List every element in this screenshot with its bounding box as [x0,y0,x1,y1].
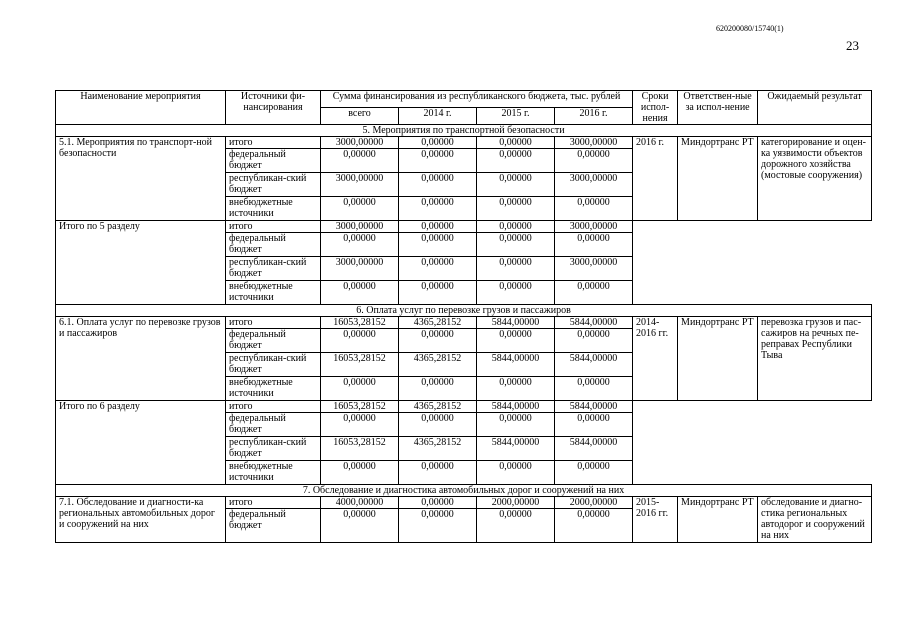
responsible-cell: Миндортранс РТ [678,317,758,401]
value-cell: 16053,28152 [321,401,399,413]
source-label: республикан-ский бюджет [226,353,321,377]
value-cell: 0,00000 [555,233,633,257]
value-cell: 3000,00000 [555,221,633,233]
value-cell: 5844,00000 [477,317,555,329]
value-cell: 0,00000 [399,173,477,197]
source-label: республикан-ский бюджет [226,173,321,197]
value-cell: 2000,00000 [477,497,555,509]
value-cell: 0,00000 [321,509,399,543]
source-label: республикан-ский бюджет [226,437,321,461]
source-label: внебюджетные источники [226,377,321,401]
value-cell: 5844,00000 [477,401,555,413]
value-cell: 0,00000 [477,149,555,173]
measure-name: 6.1. Оплата услуг по перевозке грузов и пассажиров [56,317,226,401]
result-cell: обследование и диагно-стика региональных автодорог и сооружений на них [758,497,872,543]
header-responsible: Ответствен-ные за испол-нение [678,91,758,125]
source-label: федеральный бюджет [226,233,321,257]
value-cell: 0,00000 [477,377,555,401]
value-cell: 5844,00000 [477,437,555,461]
value-cell: 3000,00000 [555,137,633,149]
value-cell: 0,00000 [399,221,477,233]
value-cell: 0,00000 [321,197,399,221]
result-cell: перевозка грузов и пас-сажиров на речных пе-реправах Республики Тыва [758,317,872,401]
value-cell: 0,00000 [555,329,633,353]
value-cell: 0,00000 [477,281,555,305]
value-cell: 0,00000 [399,233,477,257]
header-total: всего [321,108,399,125]
value-cell: 0,00000 [555,509,633,543]
header-terms: Сроки испол-нения [633,91,678,125]
value-cell: 0,00000 [321,461,399,485]
value-cell: 0,00000 [321,281,399,305]
value-cell: 0,00000 [477,173,555,197]
value-cell: 0,00000 [555,461,633,485]
value-cell: 3000,00000 [555,173,633,197]
result-cell: категорирование и оцен-ка уязвимости объектов дорожного хозяйства (мостовые сооружения) [758,137,872,221]
blank-area [633,401,872,485]
financing-table [55,90,872,543]
term-cell: 2014-2016 гг. [633,317,678,401]
value-cell: 5844,00000 [477,353,555,377]
value-cell: 16053,28152 [321,317,399,329]
value-cell: 5844,00000 [555,437,633,461]
header-2016: 2016 г. [555,108,633,125]
value-cell: 5844,00000 [555,353,633,377]
value-cell: 5844,00000 [555,317,633,329]
value-cell: 3000,00000 [321,221,399,233]
term-cell: 2016 г. [633,137,678,221]
section-title: 7. Обследование и диагностика автомобильных дорог и сооружений на них [56,485,872,497]
term-cell: 2015-2016 гг. [633,497,678,543]
value-cell: 0,00000 [321,329,399,353]
value-cell: 0,00000 [399,149,477,173]
value-cell: 0,00000 [555,149,633,173]
value-cell: 0,00000 [399,377,477,401]
value-cell: 0,00000 [399,329,477,353]
source-label: итого [226,221,321,233]
source-label: федеральный бюджет [226,329,321,353]
source-label: внебюджетные источники [226,281,321,305]
value-cell: 0,00000 [477,233,555,257]
value-cell: 4365,28152 [399,437,477,461]
value-cell: 3000,00000 [321,173,399,197]
value-cell: 0,00000 [477,461,555,485]
value-cell: 0,00000 [555,197,633,221]
value-cell: 0,00000 [399,509,477,543]
source-label: внебюджетные источники [226,197,321,221]
value-cell: 0,00000 [321,413,399,437]
page-number: 23 [846,38,859,53]
section-total-label: Итого по 5 разделу [56,221,226,305]
value-cell: 4365,28152 [399,353,477,377]
source-label: федеральный бюджет [226,413,321,437]
value-cell: 0,00000 [399,281,477,305]
header-sources: Источники фи-нансирования [226,91,321,125]
section-total-label: Итого по 6 разделу [56,401,226,485]
value-cell: 0,00000 [477,509,555,543]
value-cell: 0,00000 [399,413,477,437]
document-id: 620200080/15740(1) [716,24,784,33]
value-cell: 0,00000 [399,497,477,509]
section-title: 5. Мероприятия по транспортной безопасности [56,125,872,137]
blank-area [633,221,872,305]
source-label: итого [226,137,321,149]
value-cell: 4000,00000 [321,497,399,509]
value-cell: 0,00000 [555,281,633,305]
value-cell: 4365,28152 [399,401,477,413]
value-cell: 0,00000 [399,197,477,221]
source-label: итого [226,497,321,509]
value-cell: 0,00000 [555,413,633,437]
value-cell: 0,00000 [477,257,555,281]
value-cell: 0,00000 [555,377,633,401]
source-label: республикан-ский бюджет [226,257,321,281]
section-title: 6. Оплата услуг по перевозке грузов и пассажиров [56,305,872,317]
source-label: федеральный бюджет [226,509,321,543]
value-cell: 0,00000 [477,137,555,149]
value-cell: 3000,00000 [555,257,633,281]
header-result: Ожидаемый результат [758,91,872,125]
value-cell: 5844,00000 [555,401,633,413]
source-label: федеральный бюджет [226,149,321,173]
value-cell: 0,00000 [321,233,399,257]
value-cell: 0,00000 [321,149,399,173]
header-2014: 2014 г. [399,108,477,125]
source-label: итого [226,401,321,413]
source-label: итого [226,317,321,329]
responsible-cell: Миндортранс РТ [678,497,758,543]
header-2015: 2015 г. [477,108,555,125]
measure-name: 7.1. Обследование и диагности-ка региональных автомобильных дорог и сооружений на них [56,497,226,543]
value-cell: 0,00000 [399,137,477,149]
value-cell: 0,00000 [399,461,477,485]
value-cell: 3000,00000 [321,137,399,149]
value-cell: 0,00000 [477,221,555,233]
value-cell: 3000,00000 [321,257,399,281]
value-cell: 2000,00000 [555,497,633,509]
header-name: Наименование мероприятия [56,91,226,125]
responsible-cell: Миндортранс РТ [678,137,758,221]
value-cell: 0,00000 [477,329,555,353]
value-cell: 16053,28152 [321,353,399,377]
measure-name: 5.1. Мероприятия по транспорт-ной безопасности [56,137,226,221]
value-cell: 0,00000 [477,413,555,437]
header-sum: Сумма финансирования из республиканского бюджета, тыс. рублей [321,91,633,108]
value-cell: 16053,28152 [321,437,399,461]
value-cell: 0,00000 [321,377,399,401]
value-cell: 0,00000 [477,197,555,221]
value-cell: 0,00000 [399,257,477,281]
value-cell: 4365,28152 [399,317,477,329]
source-label: внебюджетные источники [226,461,321,485]
